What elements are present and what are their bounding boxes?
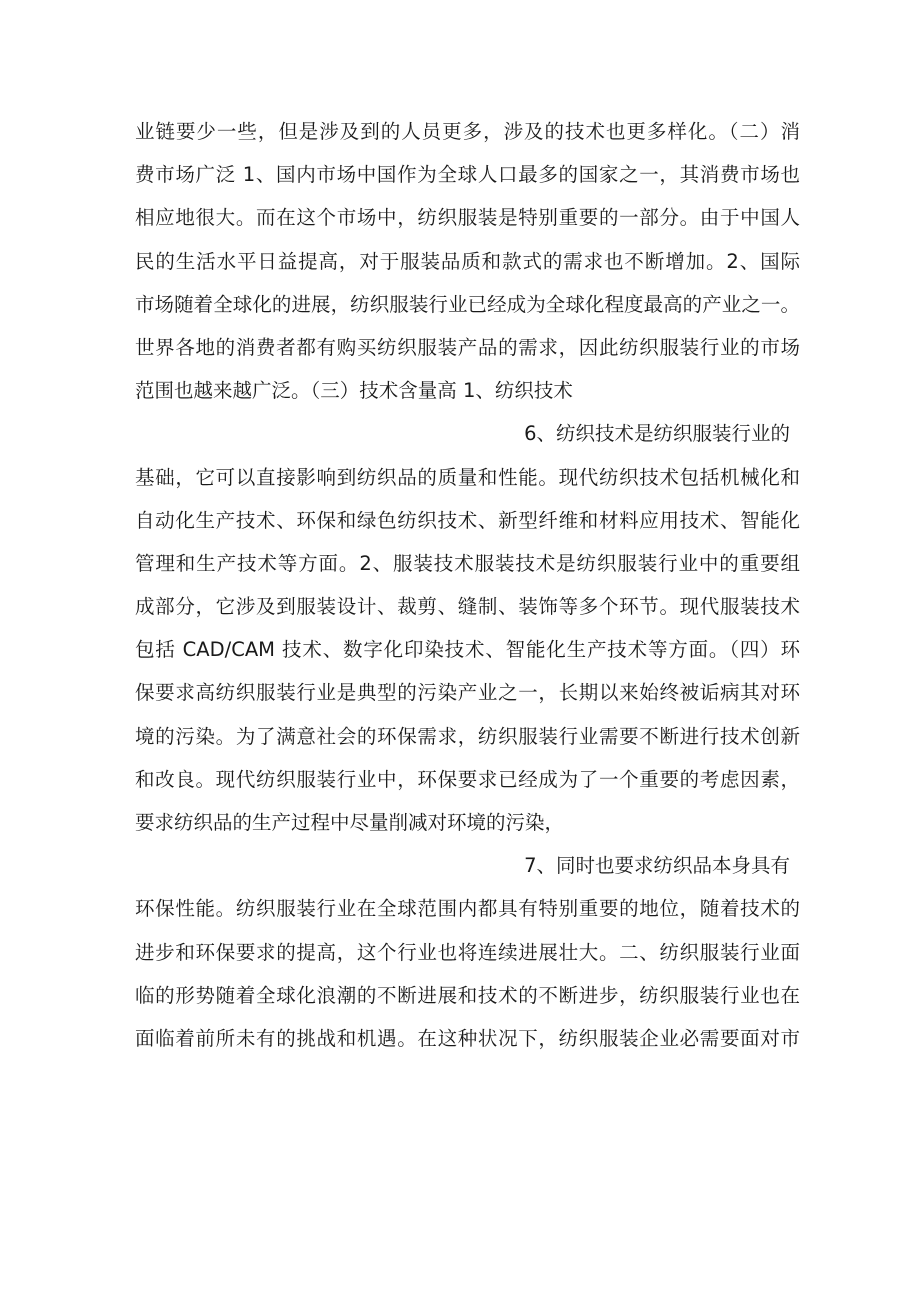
text-line: 业链要少一些，但是涉及到的人员更多，涉及的技术也更多样化。（二）消 [135,120,800,143]
text-line: 和改良。现代纺织服装行业中，环保要求已经成为了一个重要的考虑因素， [135,767,800,791]
body-text [135,110,800,1060]
text-line: 面临着前所未有的挑战和机遇。在这种状况下，纺织服装企业必需要面对市 [135,1026,800,1050]
text-line-continued: 7、同时也要求纺织品本身具有 [524,854,790,878]
text-line: 境的污染。为了满意社会的环保需求，纺织服装行业需要不断进行技术创新 [135,724,800,748]
text-line: 临的形势随着全球化浪潮的不断进展和技术的不断进步，纺织服装行业也在 [135,983,800,1007]
text-line: 相应地很大。而在这个市场中，纺织服装是特别重要的一部分。由于中国人 [135,206,800,230]
text-line: 保要求高纺织服装行业是典型的污染产业之一，长期以来始终被诟病其对环 [135,681,800,705]
text-line-continued: 6、纺织技术是纺织服装行业的 [524,422,790,446]
text-line: 自动化生产技术、环保和绿色纺织技术、新型纤维和材料应用技术、智能化 [135,508,800,532]
text-line: 民的生活水平日益提高，对于服装品质和款式的需求也不断增加。2、国际 [135,249,800,273]
text-line: 进步和环保要求的提高，这个行业也将连续进展壮大。二、纺织服装行业面 [135,940,800,964]
text-line: 范围也越来越广泛。（三）技术含量高 1、纺织技术 [135,379,573,403]
text-line: 要求纺织品的生产过程中尽量削减对环境的污染， [135,811,565,834]
text-line: 管理和生产技术等方面。2、服装技术服装技术是纺织服装行业中的重要组 [135,551,800,575]
text-line: 市场随着全球化的进展，纺织服装行业已经成为全球化程度最高的产业之一。 [135,292,800,316]
text-line: 基础，它可以直接影响到纺织品的质量和性能。现代纺织技术包括机械化和 [135,465,800,489]
text-line: 世界各地的消费者都有购买纺织服装产品的需求，因此纺织服装行业的市场 [135,335,800,359]
text-line: 费市场广泛 1、国内市场中国作为全球人口最多的国家之一，其消费市场也 [135,163,800,187]
text-line: 环保性能。纺织服装行业在全球范围内都具有特别重要的地位，随着技术的 [135,897,800,921]
text-line: 包括 CAD/CAM 技术、数字化印染技术、智能化生产技术等方面。（四）环 [135,638,800,662]
text-line: 成部分，它涉及到服装设计、裁剪、缝制、装饰等多个环节。现代服装技术 [135,595,800,619]
